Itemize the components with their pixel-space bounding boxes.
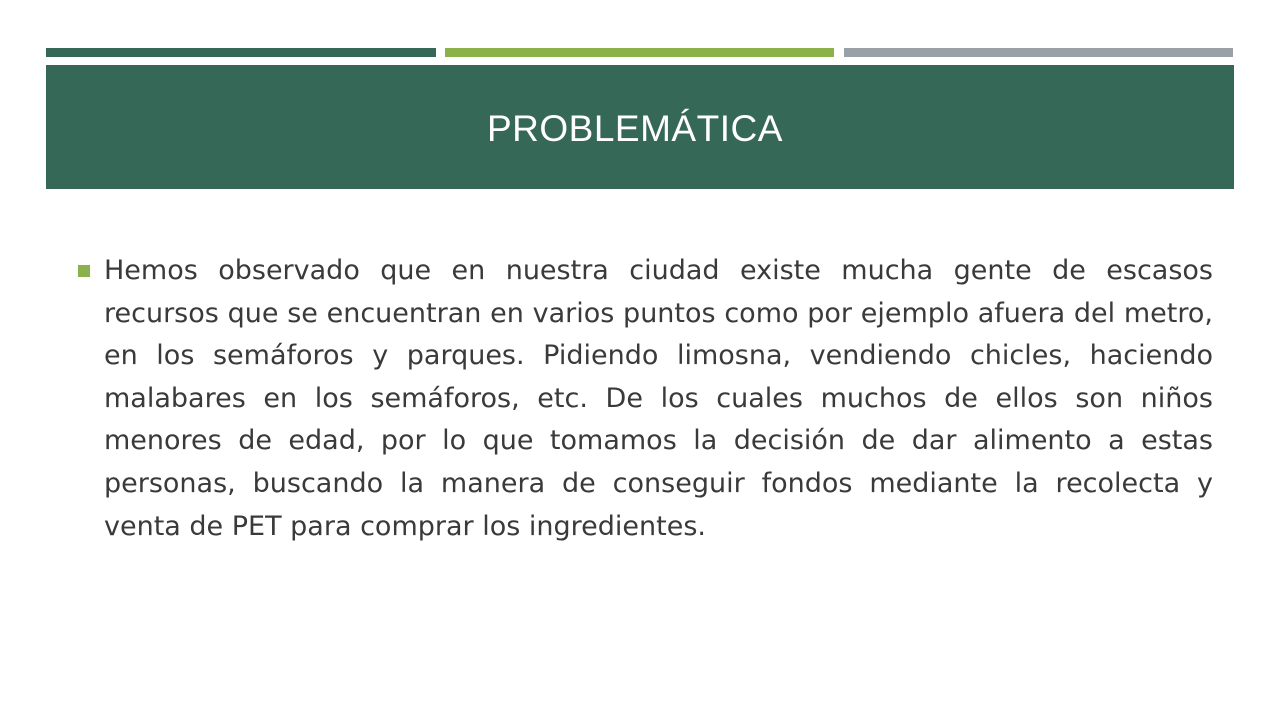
content-area (78, 250, 1213, 548)
bullet-text: Hemos observado que en nuestra ciudad existe mucha gente de escasos recursos que se encuentran en varios puntos como por ejemplo afuera del metro, en los semáforos y parques. Pidiendo limosna, vendiendo chicles, haciendo malabares en los semáforos, etc. De los cuales muchos de ellos son niños menores de edad, por lo que tomamos la decisión de dar alimento a estas personas, buscando la manera de conseguir fondos mediante la recolecta y venta de PET para comprar los ingredientes. (104, 255, 1213, 542)
bullet-item (78, 250, 1213, 548)
accent-bar-dark-green (46, 48, 436, 57)
square-bullet-icon (78, 265, 90, 277)
slide-title: PROBLEMÁTICA (487, 108, 783, 149)
accent-bar-light-green (445, 48, 834, 57)
title-band (46, 65, 1234, 189)
accent-bar-gray (844, 48, 1233, 57)
